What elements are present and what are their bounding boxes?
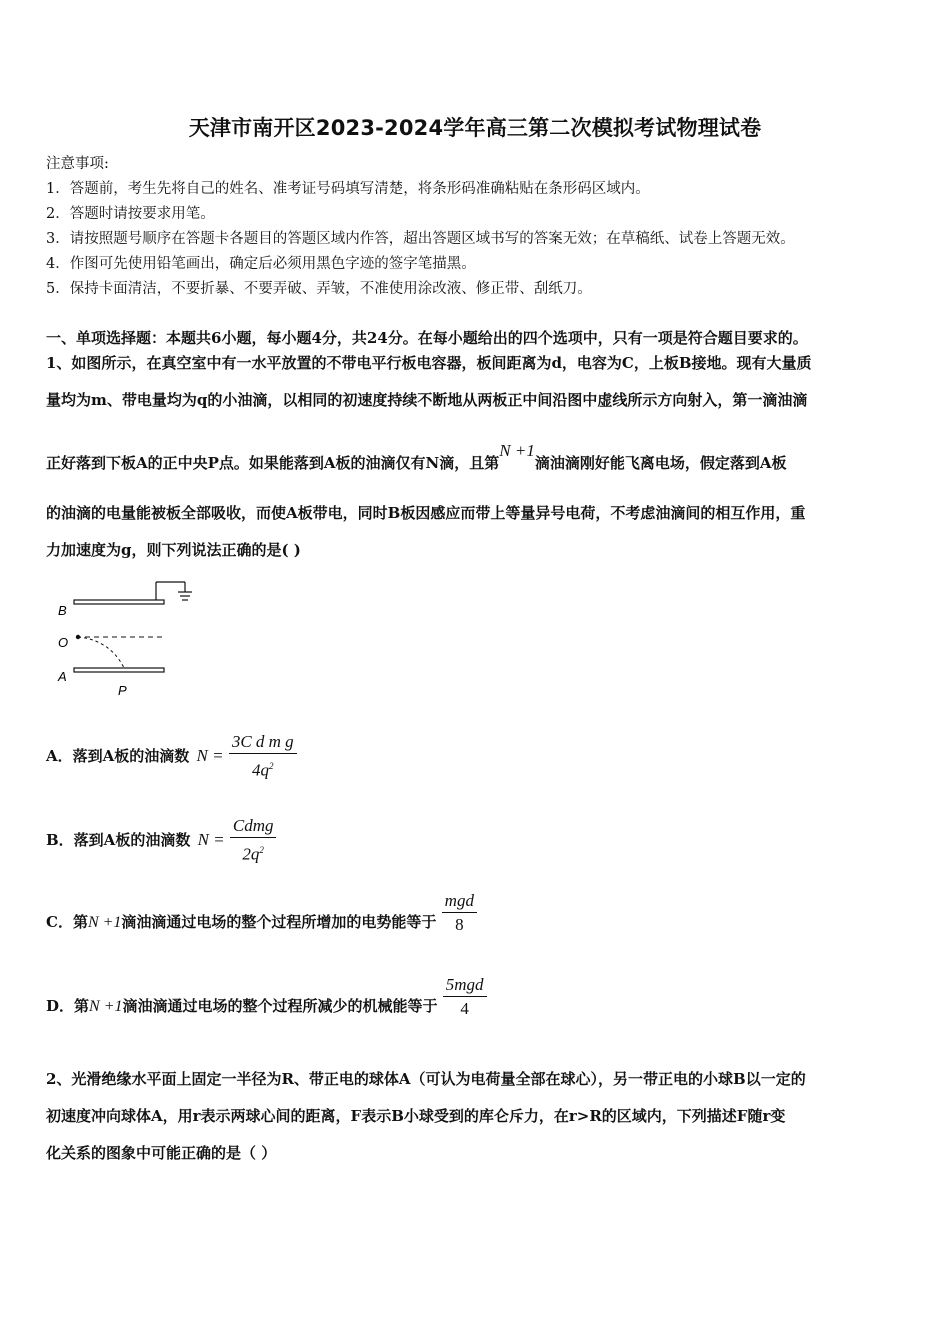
q1-line: 1、如图所示，在真空室中有一水平放置的不带电平行板电容器，板间距离为d，电容为C，上板B接地。现有大量质 [46, 354, 812, 372]
page-title: 天津市南开区2023-2024学年高三第二次模拟考试物理试卷 [188, 116, 762, 140]
option-b-denominator: $2q^2$ [242, 844, 264, 864]
label-p: P [118, 683, 127, 698]
q1-line: 量均为m、带电量均为q的小油滴，以相同的初速度持续不断地从两板正中间沿图中虚线所示方向射入，第一滴油滴 [46, 391, 808, 409]
q1-math-n-plus-1: N +1 [499, 441, 535, 460]
q2-line: 化关系的图象中可能正确的是（ ） [46, 1144, 277, 1162]
option-a-lhs: N = [196, 745, 224, 765]
trajectory [78, 637, 124, 668]
label-o: O [58, 635, 69, 650]
option-c[interactable] [46, 890, 477, 948]
q1-line: 力加速度为g，则下列说法正确的是( ) [46, 541, 301, 559]
option-d-fraction [443, 974, 487, 1021]
plate-b [74, 600, 164, 604]
option-d-denominator: 4 [460, 998, 469, 1018]
option-a-text: A．落到A板的油滴数 [46, 746, 190, 765]
notice-item: 5．保持卡面清洁，不要折暴、不要弄破、弄皱，不准使用涂改液、修正带、刮纸刀。 [46, 281, 592, 297]
notice-item: 1．答题前，考生先将自己的姓名、准考证号码填写清楚，将条形码准确粘贴在条形码区域内。 [46, 181, 650, 197]
notice-item: 3．请按照题号顺序在答题卡各题目的答题区域内作答，超出答题区域书写的答案无效；在草稿纸、试卷上答题无效。 [46, 231, 795, 247]
option-a[interactable] [46, 731, 297, 783]
plate-a [74, 668, 164, 672]
option-a-fraction [229, 731, 297, 783]
q2-line: 2、光滑绝缘水平面上固定一半径为R、带正电的球体A（可认为电荷量全部在球心），另一带正电的小球B以一定的 [46, 1070, 806, 1088]
option-a-denominator: $4q^2$ [252, 760, 274, 780]
section-heading: 一、单项选择题：本题共6小题，每小题4分，共24分。在每小题给出的四个选项中，只有一项是符合题目要求的。 [46, 329, 808, 347]
option-b[interactable] [46, 815, 276, 867]
option-d-prefix: D．第 [46, 997, 90, 1015]
option-c-denominator: 8 [455, 914, 464, 934]
label-a: A [58, 669, 67, 684]
option-b-fraction [230, 815, 277, 867]
option-d-numerator: 5mgd [443, 974, 487, 997]
option-c-prefix: C．第 [46, 913, 88, 931]
option-d-math: N +1 [89, 998, 123, 1015]
option-d-text: 滴油滴通过电场的整个过程所减少的机械能等于 [122, 997, 438, 1015]
q1-line [46, 441, 787, 473]
ground-icon [178, 592, 192, 600]
option-d[interactable] [46, 974, 487, 1032]
notice-heading: 注意事项: [46, 156, 109, 172]
capacitor-figure [52, 574, 202, 704]
notice-item: 2．答题时请按要求用笔。 [46, 206, 215, 222]
option-b-numerator: Cdmg [230, 815, 277, 838]
option-b-text: B．落到A板的油滴数 [46, 830, 191, 849]
option-c-numerator: mgd [442, 890, 477, 913]
option-c-text: 滴油滴通过电场的整个过程所增加的电势能等于 [121, 913, 437, 931]
option-c-fraction [442, 890, 477, 937]
notice-item: 4．作图可先使用铅笔画出，确定后必须用黑色字迹的签字笔描黑。 [46, 256, 476, 272]
option-a-numerator: 3C d m g [229, 731, 297, 754]
q2-line: 初速度冲向球体A，用r表示两球心间的距离，F表示B小球受到的库仑斥力，在r>R的区域内，下列描述F随r变 [46, 1107, 786, 1125]
q1-line3-part2: 滴油滴刚好能飞离电场，假定落到A板 [534, 454, 787, 472]
option-b-lhs: N = [197, 829, 225, 849]
q1-line3-part1: 正好落到下板A的正中央P点。如果能落到A板的油滴仅有N滴，且第 [46, 454, 500, 472]
option-c-math: N +1 [87, 914, 122, 931]
q1-line: 的油滴的电量能被板全部吸收，而使A板带电，同时B板因感应而带上等量异号电荷，不考虑油滴间的相互作用，重 [46, 504, 806, 522]
label-b: B [58, 603, 67, 618]
